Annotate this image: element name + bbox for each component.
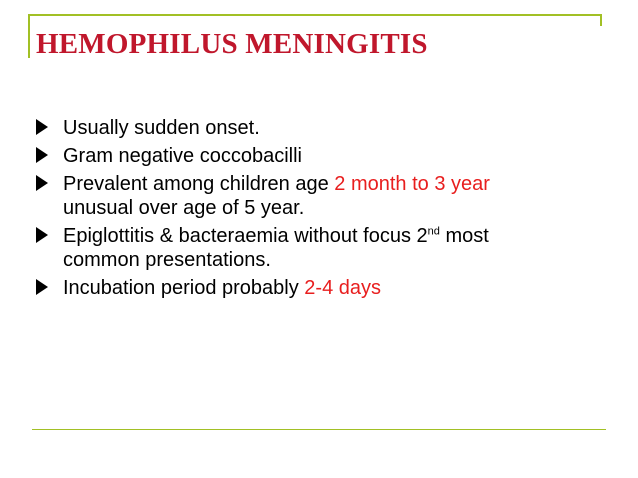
bullet-highlight: 2-4 days — [304, 277, 381, 299]
slide-title: HEMOPHILUS MENINGITIS — [36, 28, 428, 60]
bullet-text: Usually sudden onset. — [63, 117, 260, 139]
bullet-item-onset — [36, 116, 636, 140]
bullet-arrow-icon — [36, 227, 49, 243]
bullet-text: Prevalent among children age — [63, 173, 335, 195]
bullet-arrow-icon — [36, 119, 49, 135]
bottom-rule — [32, 429, 606, 430]
bullet-item-gram — [36, 144, 636, 168]
bullet-text-continued: common presentations. — [63, 249, 271, 271]
bullet-list — [36, 116, 636, 304]
top-rule — [28, 14, 602, 16]
bullet-text: Gram negative coccobacilli — [63, 145, 302, 167]
bullet-item-presentations — [36, 224, 636, 272]
bullet-highlight: 2 month to 3 year — [334, 173, 490, 195]
top-rule-right-tick — [600, 14, 602, 26]
bullet-item-incubation — [36, 276, 636, 300]
ordinal-suffix: nd — [427, 225, 440, 238]
bullet-text-tail: most — [439, 225, 489, 247]
bullet-arrow-icon — [36, 279, 49, 295]
bullet-text: Epiglottitis & bacteraemia without focus 2 — [63, 225, 428, 247]
bullet-arrow-icon — [36, 175, 49, 191]
top-rule-left-tick — [28, 14, 30, 58]
bullet-item-prevalence — [36, 172, 636, 220]
bullet-text-continued: unusual over age of 5 year. — [63, 197, 305, 219]
bullet-arrow-icon — [36, 147, 49, 163]
bullet-text: Incubation period probably — [63, 277, 305, 299]
